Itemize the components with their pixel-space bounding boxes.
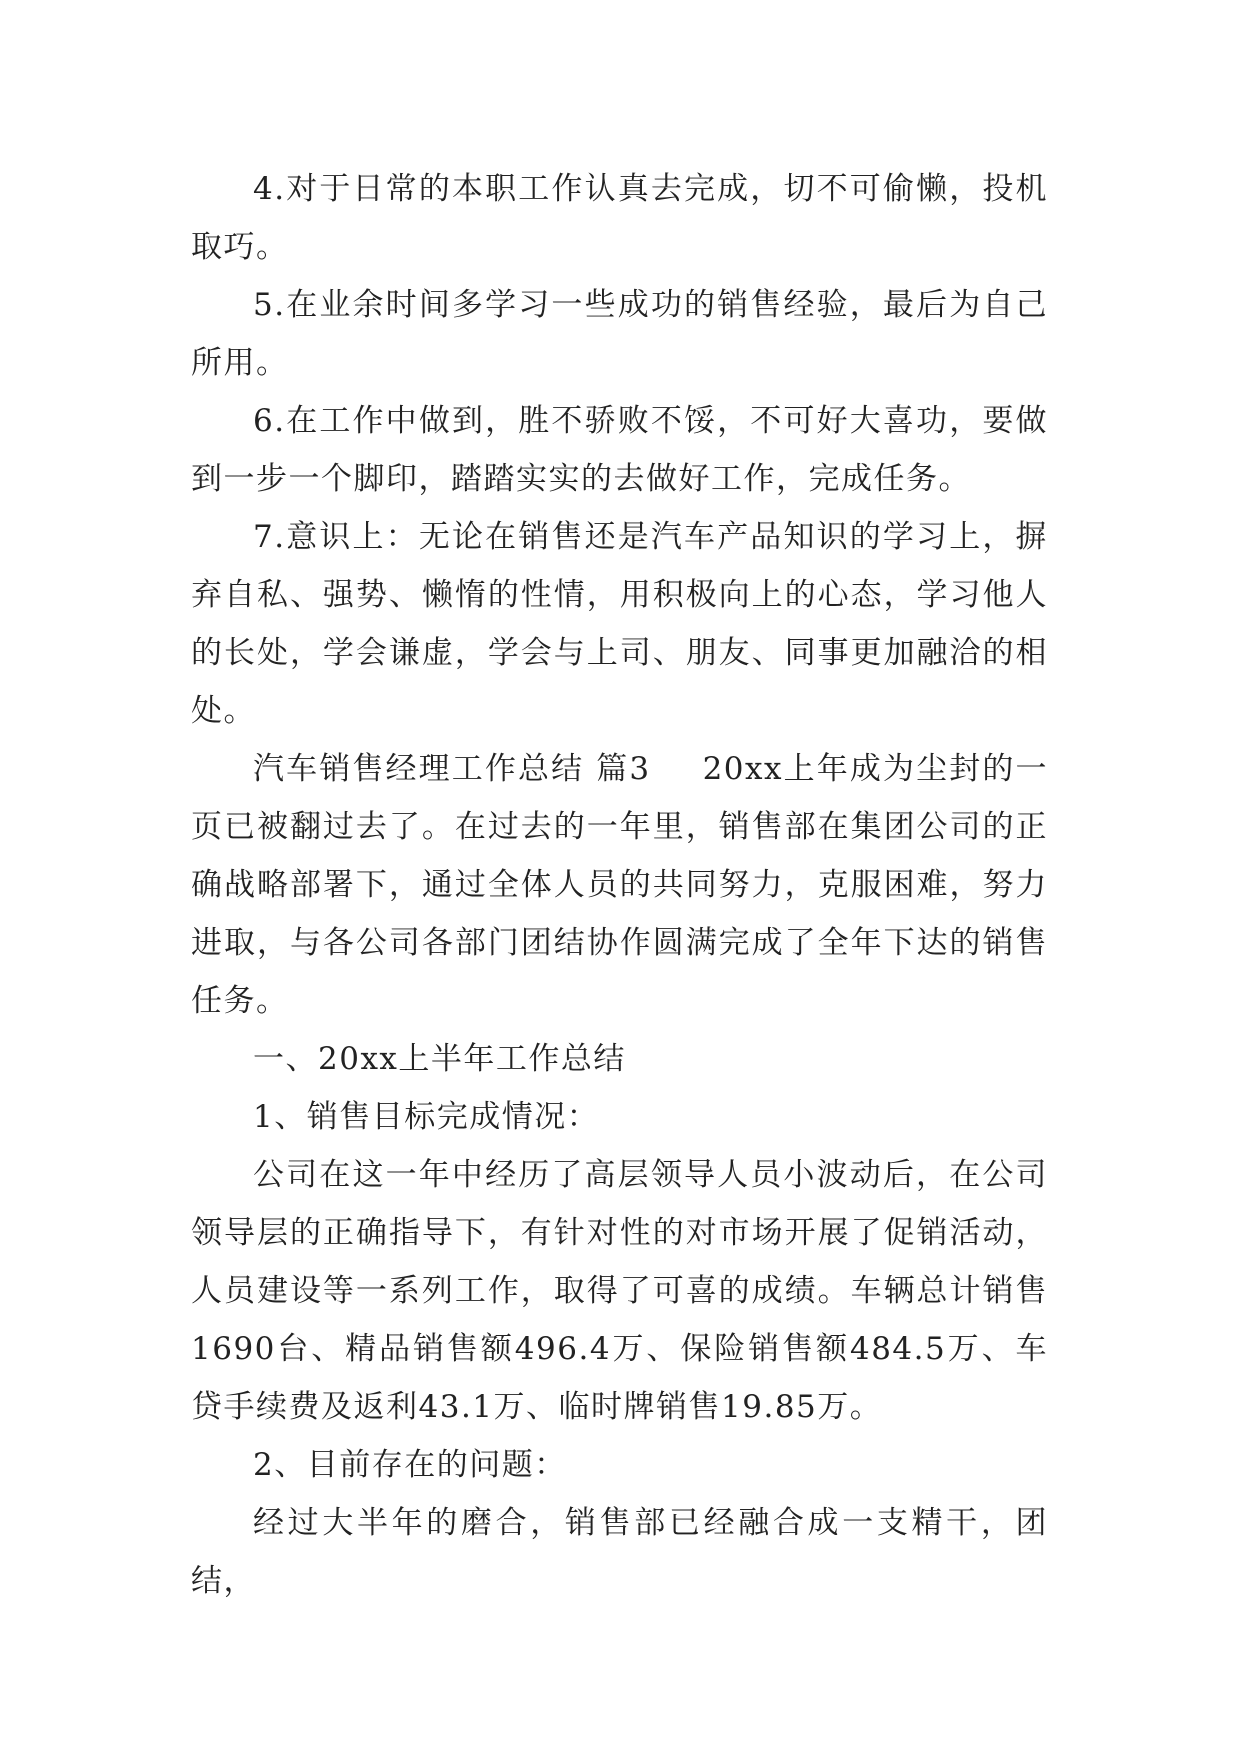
section-intro: 20xx上年成为尘封的一页已被翻过去了。在过去的一年里，销售部在集团公司的正确战略部署下，通过全体人员的共同努力，克服困难，努力进取，与各公司各部门团结协作圆满完成了全年下达的销售任务。 — [191, 751, 1048, 1019]
section-paragraph — [191, 740, 1048, 1030]
paragraph-item-7: 7.意识上：无论在销售还是汽车产品知识的学习上，摒弃自私、强势、懒惰的性情，用积极向上的心态，学习他人的长处，学会谦虚，学会与上司、朋友、同事更加融洽的相处。 — [191, 519, 1048, 729]
subheading-2: 2、目前存在的问题： — [253, 1447, 567, 1483]
paragraph-item-4: 4.对于日常的本职工作认真去完成，切不可偷懒，投机取巧。 — [191, 171, 1048, 265]
document-body — [191, 160, 1048, 1610]
heading-1: 一、20xx上半年工作总结 — [253, 1041, 626, 1077]
paragraph-item-6: 6.在工作中做到，胜不骄败不馁，不可好大喜功，要做到一步一个脚印，踏踏实实的去做好工作，完成任务。 — [191, 403, 1048, 497]
subheading-1: 1、销售目标完成情况： — [253, 1099, 600, 1135]
section-title: 汽车销售经理工作总结 篇3 — [253, 751, 651, 787]
paragraph-item-5: 5.在业余时间多学习一些成功的销售经验，最后为自己所用。 — [191, 287, 1048, 381]
body-paragraph-1: 公司在这一年中经历了高层领导人员小波动后，在公司领导层的正确指导下，有针对性的对市场开展了促销活动，人员建设等一系列工作，取得了可喜的成绩。车辆总计销售1690台、精品销售额496.4万、保险销售额484.5万、车贷手续费及返利43.1万、临时牌销售19.85万。 — [191, 1157, 1048, 1425]
body-paragraph-2: 经过大半年的磨合，销售部已经融合成一支精干，团结， — [191, 1505, 1048, 1599]
